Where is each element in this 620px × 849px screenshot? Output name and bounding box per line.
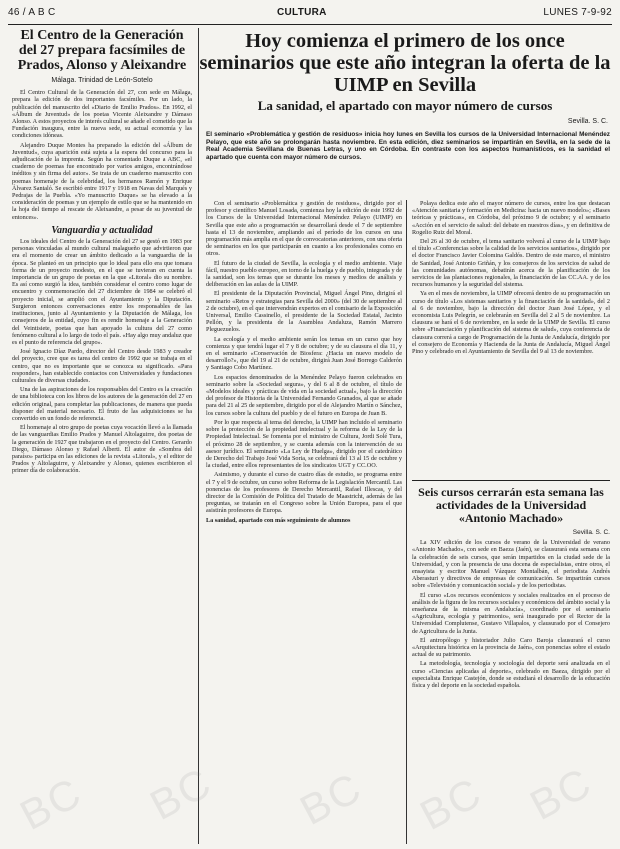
main-intertitle: La sanidad, apartado con más seguimiento de alumnos [206, 516, 351, 524]
main-signature: Sevilla. S. C. [567, 118, 608, 125]
right-paragraph: El curso «Los recursos económicos y sociales realizados en el proceso de análisis de la figura de los recursos sociales y económicos del ámbito social y la enseñanza de la misma en Andalucía», coordinado por el seminario «Agricultura, ecología y patrimonio», será inaugurado por el Rector de la Universidad Complutense, Gustavo Villapalos, y clausurado por el Consejero de Agricultura de la Junta. [412, 591, 610, 635]
issue-date: LUNES 7-9-92 [543, 7, 612, 18]
left-paragraph: Alejandro Duque Montes ha preparado la edición del «Álbum de Juventud», cuya aparición está sujeta a la espera del concurso para la adjudicación de la imprenta. Según ha comentado Duque a ABC, «el cuaderno de poemas fue encontrado por varios amigos, encontrándose inéditos y sin firma del autor». Se trata de un cuaderno manuscrito con poemas homenaje de la celebridad, los hermanos Ramón y Enrique Álvarez Santaló. Se escribió entre 1917 y 1918 en Navas del Marqués y Pedrajas de la Puebla. «Yo manuscrito Duque» se ha elevado a la consideración de poemas y un ejemplo de estilo que se ha mantenido en la hoja del tiempo al rescate de Aleixandre, a pesar de su juventud de entonces». [12, 141, 192, 221]
left-paragraph: Los ideales del Centro de la Generación del 27 se gestó en 1983 por personas vinculadas al mundo cultural malagueño que advirtieron que era el momento de crear un ámbito dedicado a la vanguardia de la época. Se planteó en un principio que lo ideal para ello era que tomara forma de un proyecto modesto, en el que se tuvieran en cuenta la importancia de un grupo de poetas en la que «Litoral» dio su nombre. Es así como surgió la idea, también considerar el centro como lugar de encuentro y conmemoración del 27 diciembre de 1984 se celebró el proyecto inicial, se amplió con el Ayuntamiento y la Diputación. Surgieron entonces conversaciones entre los responsables de las instituciones, junto al Ayuntamiento y la Diputación de Málaga, los consejeros de la entidad, cuyo fin es rendir homenaje a la Generación del Veintisiete, poetas que han apoyado la cultura del 27 como fenómeno cultural a lo largo de todo el país. «Hay algo muy andaluz que es el punto de referencia del grupo». [12, 238, 192, 346]
main-subheadline: La sanidad, el apartado con mayor número de cursos [257, 98, 553, 113]
main-paragraph: Con el seminario «Problemática y gestión de residuos», dirigido por el profesor y científico Manuel Losada, comienza hoy la edición de este 1992 de los Cursos de la Universidad Internacional Menéndez Pelayo (UIMP) en Sevilla que este año a programación se desarrollará desde el 7 de septiembre hasta el 13 de noviembre, ampliando así el período de los cursos en una programación más amplia en el que de convocatorias anteriores, con una oferta de seminarios en los que participarán en cuanto a los profesionales como en otros. [206, 200, 402, 258]
column-divider [198, 28, 199, 844]
right-paragraph: El antropólogo y historiador Julio Caro Baroja clausurará el curso «Arquitectura histórica en la provincia de Jaén», con ponencias sobre el estado actual de su patrimonio. [412, 636, 610, 659]
main-paragraph: La ecología y el medio ambiente serán los temas en un curso que hoy comienza y que tendrá lugar el 7 y 8 de octubre; y de su clausura el día 11, y en el seminario «Conservación de Biosfera: ¿Hacia un nuevo modelo de desarrollo?», que del 19 al 21 de octubre, dirigirá Juan José Borrego Calderón y Santiago Cobo Martínez. [206, 335, 402, 372]
main-column-2 [412, 200, 610, 475]
main-paragraph: Por lo que respecta al tema del derecho, la UIMP han incluido el seminario sobre la protección de la propiedad intelectual y la reforma de la Ley de la Propiedad Intelectual. Se fomenta por el ministro de Cultura, Jordi Solé Tura, el próximo 28 de septiembre, y se cuenta además con la intervención de su asesor jurídico. El seminario «La Ley de Huelga», dirigido por el catedrático de Derecho del Trabajo José Vida Soria, se celebrará del 13 al 15 de octubre y la ciudad, entre ellos representantes de los sindicatos UGT y CC.OO. [206, 418, 402, 470]
main-paragraph: Los espacios denominados de la Menéndez Pelayo fueron celebrados en seminario sobre la «Sociedad segura», y del 6 al 8 de octubre, el título de «Modelos ideales y prácticas de vida en la sociedad actual», bajo la dirección del profesor de Historia de la Universidad Fernando Granados, al que se añade para del 21 al 25 de septiembre, dirigido por el de Alejandro Martín o Sánchez, los cursos sobre la cultura del pueblo y de el futuro en Europa de Juan B. [206, 373, 402, 417]
page-header [0, 0, 620, 26]
archive-stamp: BC [292, 763, 370, 834]
page-number: 46 / A B C [8, 7, 56, 18]
section-rule [412, 480, 610, 481]
main-column-1 [206, 200, 402, 844]
main-paragraph: Polaya dedica este año el mayor número de cursos, entre los que destacan «Atención sanitaria y formación en Medicina: hacia un nuevo modelo»; «Bases teóricas y prácticas», en Córdoba, del próximo 9 de octubre; y el seminario «Acción en el servicio de salud: del debate en nuestros días», y en definitiva de Rogelio Ruiz del Moral. [412, 200, 610, 236]
main-lead: El seminario «Problemática y gestión de residuos» inicia hoy lunes en Sevilla los cursos de la Universidad Internacional Menéndez Pelayo, que este año se prolongarán hasta noviembre. En esta edición, diez seminarios se impartirán en Sevilla, en la sede de la Real Academia Sevillana de Buenas Letras, y uno en Córdoba. En contraste con los aspectos humanísticos, es la sanidad el apartado que cuenta con mayor número de cursos. [206, 131, 610, 161]
main-paragraph: Asimismo, y durante el curso de cuatro días de estudio, se programa entre el 7 y el 9 de octubre, un curso sobre Reforma de la Legislación Mercantil. Las ponencias de los profesores de Derecho Mercantil, Rafael Illescas, y del director de la Comisión de Política del Tratado de Maastricht, además de las preguntas, se tratarán en el Congreso sobre la Unión Europea, para el que asistirán profesores de Europa. [206, 471, 402, 515]
left-paragraph: El homenaje al otro grupo de poetas cuya vocación llevó a la llamada de las vanguardias Emilio Prados y Manuel Altolaguirre, dos poetas de la generación de 1927 que trabajaron en el proyecto del Centro. Gerardo Diego, Dámaso Alonso y Rafael Alberti. El autor de «Sombra del paraíso» participa en las ediciones de la revista «Litoral», y el editor de Prados y Altolaguirre, y Aleixandre y Alonso, quienes escribieron el primer día de colaboración. [12, 424, 192, 475]
right-signature: Sevilla. S. C. [572, 529, 610, 536]
left-paragraph: El Centro Cultural de la Generación del 27, con sede en Málaga, prepara la edición de dos importantes facsímiles. Por un lado, la publicación del manuscrito del «Diario de Emilio Prados». En 1992, el «Álbum de Juventud» de los poetas Vicente Aleixandre y Dámaso Alonso. A estos proyectos de interés cultural se añade el cometido que la Fundación inaugura, entre la nueva sede, su actual economía y las condiciones idóneas. [12, 89, 192, 140]
left-article-title: El Centro de la Generación del 27 prepara facsímiles de Prados, Alonso y Aleixandre [17, 28, 187, 73]
left-paragraph: Una de las aspiraciones de los responsables del Centro es la creación de una biblioteca con los libros de los autores de la generación del 27 en edición original, para completar las publicaciones, de manera que pueda disponer del material necesario. El fruto de las adquisiciones se ha convertido en un fondo de referencia. [12, 386, 192, 422]
column-divider [406, 200, 407, 844]
section-name: CULTURA [277, 7, 327, 18]
left-byline: Málaga. Trinidad de León-Sotelo [51, 77, 153, 84]
main-paragraph: El futuro de la ciudad de Sevilla, la ecología y el medio ambiente. Viaje fácil, nuestro pueblo europeo, en torno de la huelga y de pueblo, integrada y de la sanidad, son los temas que se durante los meses y medios de análisis y deliberación en las aulas de la UIMP. [206, 259, 402, 289]
archive-stamp: BC [142, 758, 220, 829]
left-article [12, 28, 192, 844]
archive-stamp: BC [522, 758, 600, 829]
main-paragraph: Del 26 al 30 de octubre, el tema sanitario volverá al curso de la UIMP bajo el título «Conferencias sobre la calidad de los servicios sanitarios», dirigido por el doctor Francisco Javier Colomina Galdós. Dentro de este marco, el ministro de Sanidad, José Antonio Griñán, y los consejeros de los servicios de salud de las comunidades autónomas, debatirán acerca de la planificación de los servicios de las plantaciones regionales, la financiación de las CC.AA. y de los recursos humanos y la seguridad del sistema. [412, 238, 610, 289]
header-rule [8, 24, 612, 25]
left-paragraph: José Ignacio Díaz Pardo, director del Centro desde 1983 y creador del proyecto, cree que es tarea del centro de 1992 que se trabaja en el centro, que no es importante que se conozca su significado. «Para responder», han establecido contactos con Universidades y fundaciones culturales de diversas ciudades. [12, 348, 192, 384]
archive-stamp: BC [412, 768, 490, 839]
main-paragraph: Ya en el mes de noviembre, la UIMP ofrecerá dentro de su programación un curso de título «Los sistemas sanitarios y la financiación de la sanidad», del 2 al 6 de noviembre, bajo la dirección del doctor Juan José López, y el economista Luis Pelegrín, se celebrarán en Sevilla del 2 al 5 de noviembre. La clausura se hará el 6 de noviembre, en la sede de la UIMP de Sevilla. El curso sobre «Financiación y planificación del sistema de salud», cuya conferencia de clausura correrá a cargo de Programación de la Junta de Andalucía, dirigido por el consejero de Economía y Hacienda de la Junta de Andalucía, Miguel Ángel Pino y celebrado en el Ayuntamiento de Sevilla del 9 al 13 de noviembre. [412, 290, 610, 356]
left-subheading: Vanguardia y actualidad [51, 224, 153, 236]
main-headline: Hoy comienza el primero de los once seminarios que este año integran la oferta de la UIMP en Sevilla [199, 30, 611, 96]
right-paragraph: La XIV edición de los cursos de verano de la Universidad de verano «Antonio Machado», con sede en Baeza (Jaén), se clausurará esta semana con la celebración de seis cursos, que serán impartidos en la ciudad sede de la Universidad, y con la presencia de una docena de especialistas, entre otros, el ensayista y escritor Manuel Vázquez Montalbán, el periodista Andrés Aberasturi y directivos de empresas de comunicación. Se impartirán cursos sobre «Televisión y comunicación social» y de los periodistas. [412, 539, 610, 590]
right-paragraph: La metodología, tecnología y sociología del deporte será analizada en el curso «Ciencias aplicadas al deporte», celebrado en Baeza, dirigido por el especialista Enrique Castejón, donde se estudiará el desarrollo de la educación física y del deporte en la sociedad española. [412, 660, 610, 690]
archive-stamp: BC [12, 768, 90, 839]
right-article-title: Seis cursos cerrarán esta semana las actividades de la Universidad «Antonio Machado» [418, 486, 604, 525]
main-paragraph: El presidente de la Diputación Provincial, Miguel Ángel Pino, dirigirá el seminario «Retos y estrategias para Sevilla del 2000» (del 30 de septiembre al 2 de octubre), en el que intervendrán expertos en el comisario de la Exposición Universal, Emilio Cassinello, el presidente de la Sociedad Estatal, Jacinto Pellón, y la presidenta de la Asamblea Andaluza, Ramón Marrero Pleguezuelos. [206, 290, 402, 334]
